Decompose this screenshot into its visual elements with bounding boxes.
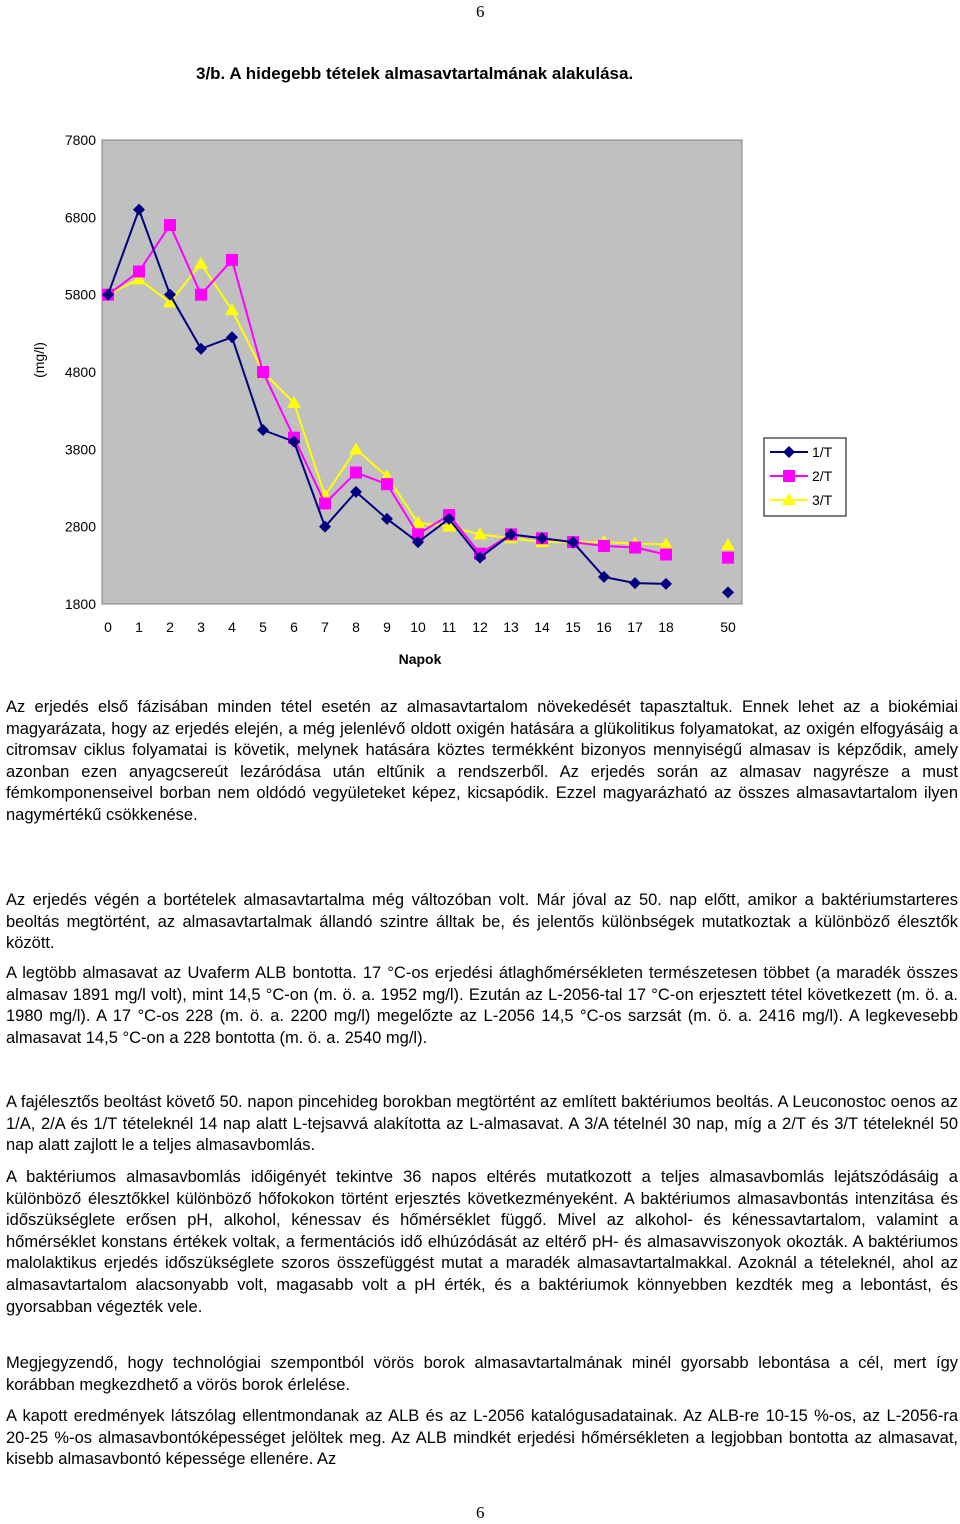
data-point [257, 366, 269, 378]
x-tick-label: 6 [290, 619, 298, 635]
data-point [319, 497, 331, 509]
x-tick-label: 18 [658, 619, 674, 635]
malic-acid-chart [0, 100, 960, 680]
y-tick-label: 7800 [64, 132, 96, 148]
x-tick-label: 11 [441, 619, 457, 635]
data-point [226, 254, 238, 266]
x-tick-label: 8 [352, 619, 360, 635]
data-point [598, 540, 610, 552]
paragraph-2 [6, 890, 958, 955]
data-point [381, 478, 393, 490]
x-tick-label: 9 [383, 619, 391, 635]
legend-marker [783, 470, 795, 482]
data-point [195, 289, 207, 301]
x-tick-label: 14 [534, 619, 550, 635]
paragraph-text: A baktériumos almasavbomlás időigényét tekintve 36 napos eltérés mutatkozott a teljes almasavbomlás lejátszódásáig a különböző élesztőkkel különböző hőfokokon történt erjesztés következményeként. A baktériumos almasavbontás intenzitása és időszükséglete erősen pH, alkohol, kénessav és hőmérséklet függő. Mivel az alkohol- és kénessavtartalom, valamint a hőmérséklet konstans értékek voltak, a fermentációs idő elhúzódását az eltérő pH- és almasavviszonyok okozták. A baktériumos malolaktikus erjedés időszükséglete szoros összefüggést mutat a maradék almasavtartalmakkal. Azoknál a tételeknél, ahol az almasavtartalom alacsonyabb volt, magasabb volt a pH érték, és a baktériumok könnyebben kezdték meg a lebontást, és gyorsabban végezték vele. [6, 1168, 958, 1316]
legend [764, 438, 846, 516]
section-title: 3/b. A hidegebb tételek almasavtartalmának alakulása. [196, 64, 634, 83]
data-point [660, 549, 672, 561]
paragraph-6 [6, 1353, 958, 1396]
x-tick-label: 15 [565, 619, 581, 635]
data-point [350, 467, 362, 479]
y-tick-label: 1800 [64, 596, 96, 612]
x-tick-label: 17 [627, 619, 643, 635]
paragraph-5 [6, 1167, 958, 1318]
x-tick-label: 7 [321, 619, 329, 635]
x-tick-label: 4 [228, 619, 236, 635]
y-tick-label: 5800 [64, 286, 96, 303]
x-tick-label: 50 [720, 619, 736, 635]
x-tick-label: 3 [197, 619, 205, 635]
paragraph-text: A kapott eredmények látszólag ellentmondanak az ALB és az L-2056 katalógusadatainak. Az ALB-re 10-15 %-os, az L-2056-ra 20-25 %-os almasavbontóképességet jelöltek meg. Az ALB mindkét erjedési hőmérsékleten a legjobban bontotta az almasavat, kisebb almasavbontó képessége ellenére. Az [6, 1407, 958, 1469]
y-tick-label: 4800 [64, 364, 96, 380]
x-axis-ticks [104, 619, 736, 635]
paragraph-3 [6, 963, 958, 1049]
legend-label: 3/T [812, 492, 833, 508]
paragraph-text: A legtöbb almasavat az Uvaferm ALB bontotta. 17 °C-os erjedési átlaghőmérsékleten természetesen többet (a maradék összes almasav 1891 mg/l volt), mint 14,5 °C-on (m. ö. a. 1952 mg/l). Ezután az L-2056-tal 17 °C-on erjesztett tétel következett (m. ö. a. 1980 mg/l). A 17 °C-os 228 (m. ö. a. 2200 mg/l) megelőzte az L-2056 14,5 °C-os sarzsát (m. ö. a. 2416 mg/l). A legkevesebb almasavat 14,5 °C-on a 228 bontotta (m. ö. a. 2540 mg/l). [6, 964, 958, 1047]
y-tick-label: 6800 [64, 209, 96, 226]
x-tick-label: 2 [166, 619, 174, 635]
paragraph-4 [6, 1092, 958, 1157]
paragraph-text: A fajélesztős beoltást követő 50. napon pincehideg borokban megtörtént az említett baktériumos beoltás. A Leuconostoc oenos az 1/A, 2/A és 1/T tételeknél 14 nap alatt L-tejsavvá alakította az L-almasavat. A 3/A tételnél 30 nap, míg a 2/T és 3/T tételeknél 50 nap alatt zajlott le a teljes almasavbomlás. [6, 1093, 958, 1155]
x-tick-label: 0 [104, 619, 112, 635]
paragraph-text: Az erjedés első fázisában minden tétel esetén az almasavtartalom növekedését tapasztaltuk. Ennek lehet az a biokémiai magyarázata, hogy az erjedés elején, a még jelenlévő oldott oxigén hatására a glükolitikus folyamatokat, az oxigén elfogyásáig a citromsav ciklus folyamatai is követik, melynek hatására köztes termékként bizonyos mennyiségű almasav is képződik, amely azonban ezen anyagcsereút lezáródása után eltűnik a rendszerből. Az erjedés során az almasav nagyrésze a must fémkomponenseivel borban nem oldódó vegyületeket képez, kicsapódik. Ezzel magyarázható az összes almasavtartalom ilyen nagymértékű csökkenése. [6, 698, 958, 824]
x-tick-label: 10 [410, 619, 426, 635]
x-tick-label: 5 [259, 619, 267, 635]
x-tick-label: 1 [135, 619, 143, 635]
legend-label: 2/T [812, 468, 833, 484]
data-point [164, 219, 176, 231]
y-tick-label: 3800 [64, 441, 96, 458]
x-tick-label: 13 [503, 619, 519, 635]
x-tick-label: 16 [596, 619, 612, 635]
y-axis-label: (mg/l) [31, 342, 47, 378]
x-tick-label: 12 [472, 619, 488, 635]
data-point [133, 265, 145, 277]
y-tick-label: 2800 [64, 518, 96, 535]
x-axis-label: Napok [398, 651, 442, 667]
paragraph-text: Az erjedés végén a bortételek almasavtartalma még változóban volt. Már jóval az 50. nap előtt, amikor a baktériumstarteres beoltás megtörtént, az almasavtartalmak állandó szintre álltak be, és jelentős különbségek mutatkoztak a különböző élesztők között. [6, 891, 958, 953]
page-number-bottom: 6 [476, 1503, 485, 1522]
page-number-top: 6 [476, 2, 485, 21]
paragraph-1 [6, 697, 958, 827]
data-point [722, 552, 734, 564]
legend-label: 1/T [812, 444, 833, 460]
paragraph-text: Megjegyzendő, hogy technológiai szempontból vörös borok almasavtartalmának minél gyorsabb lebontása a cél, mert így korábban megkezdhető a vörös borok érlelése. [6, 1354, 958, 1394]
data-point [629, 542, 641, 554]
paragraph-7 [6, 1406, 958, 1471]
y-axis-ticks [65, 132, 96, 612]
